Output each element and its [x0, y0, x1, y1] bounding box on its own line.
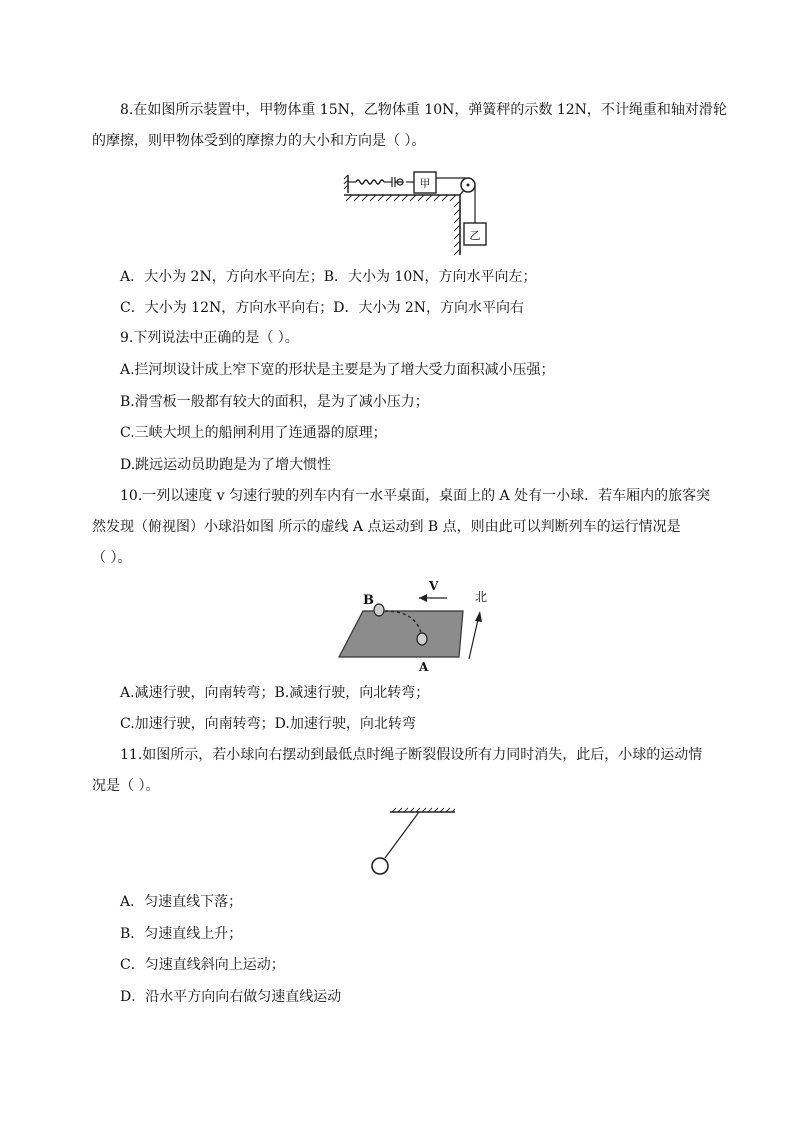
q9-option-d: D.跳远运动员助跑是为了增大惯性 — [120, 457, 332, 473]
q8-option-line-2: C．大小为 12N，方向水平向右；D．大小为 2N，方向水平向右 — [120, 300, 525, 316]
q10-stem-line-3: （ ）。 — [92, 550, 132, 566]
q9-option-b: B.滑雪板一般都有较大的面积，是为了减小压力； — [120, 394, 429, 410]
label-v: V — [429, 579, 439, 593]
q8-stem-line-2: 的摩擦，则甲物体受到的摩擦力的大小和方向是（ ）。 — [92, 133, 426, 149]
q11-option-b: B．匀速直线上升； — [120, 926, 243, 942]
label-a: A — [419, 660, 429, 674]
q8-pulley-figure — [340, 165, 490, 257]
q10-stem-line-1: 10.一列以速度 v 匀速行驶的列车内有一水平桌面，桌面上的 A 处有一小球．若车厢内的旅客突 — [120, 488, 711, 504]
q10-stem-line-2: 然发现（俯视图）小球沿如图 所示的虚线 A 点运动到 B 点，则由此可以判断列车的运行情况是 — [92, 519, 681, 535]
ball-at-a — [417, 633, 427, 645]
north-arrow-shaft — [469, 615, 479, 659]
block-yi-label: 乙 — [469, 229, 481, 242]
pendulum-ball — [372, 858, 388, 874]
ball-at-b — [374, 604, 384, 616]
q8-stem-line-1: 8.在如图所示装置中，甲物体重 15N，乙物体重 10N，弹簧秤的示数 12N，不计绳重和轴对滑轮 — [120, 102, 727, 118]
q10-option-line-1: A.减速行驶，向南转弯；B.减速行驶，向北转弯； — [120, 685, 430, 701]
label-north: 北 — [475, 590, 488, 604]
q10-option-line-2: C.加速行驶，向南转弯；D.加速行驶，向北转弯 — [120, 716, 416, 732]
q8-option-line-1: A．大小为 2N，方向水平向左；B．大小为 10N，方向水平向左； — [120, 269, 537, 285]
q11-pendulum-figure — [365, 808, 460, 880]
label-b: B — [363, 593, 374, 608]
spring-scale — [348, 177, 403, 187]
velocity-arrowhead — [419, 594, 427, 602]
q11-option-d: D．沿水平方向向右做匀速直线运动 — [120, 989, 342, 1005]
q9-option-c: C.三峡大坝上的船闸利用了连通器的原理； — [120, 425, 387, 441]
table-top-view — [339, 611, 463, 657]
block-jia-label: 甲 — [419, 177, 431, 190]
table-side-hatching — [454, 201, 460, 255]
q10-train-table-figure — [335, 575, 488, 674]
q9-option-a: A.拦河坝设计成上窄下宽的形状是主要是为了增大受力面积减小压强； — [120, 362, 555, 378]
table-hatching — [346, 195, 456, 201]
pendulum-string — [385, 812, 419, 858]
q11-option-a: A．匀速直线下落； — [120, 894, 243, 910]
q11-stem-line-1: 11.如图所示，若小球向右摆动到最低点时绳子断裂假设所有力同时消失，此后，小球的运动情 — [120, 747, 703, 763]
north-arrowhead — [475, 611, 482, 622]
pulley-axle — [467, 184, 470, 187]
q11-option-c: C．匀速直线斜向上运动； — [120, 957, 285, 973]
q11-stem-line-2: 况是（ ）。 — [92, 778, 160, 794]
q9-stem-line-1: 9.下列说法中正确的是（ ）。 — [120, 330, 299, 346]
